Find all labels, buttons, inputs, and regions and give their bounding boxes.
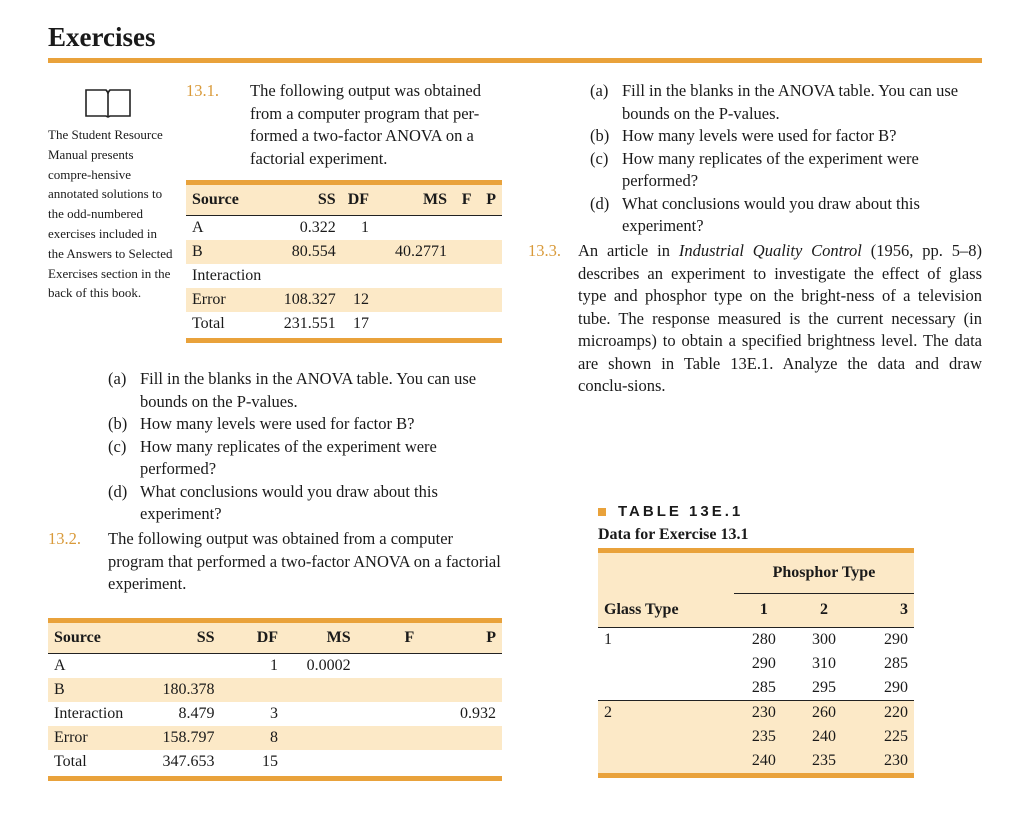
table-cell: 225	[884, 728, 908, 745]
table-cell	[478, 264, 503, 288]
table-cell: 15	[262, 753, 279, 770]
table-cell: 0.0002	[306, 657, 351, 674]
table-cell	[357, 750, 421, 774]
data-table-13e1	[598, 548, 914, 778]
title-rule	[48, 58, 982, 63]
table-cell: 12	[353, 291, 370, 308]
book-icon	[84, 86, 132, 118]
row-header: Glass Type	[598, 593, 734, 628]
table-cell: Error	[192, 291, 226, 308]
table-cell: Interaction	[192, 267, 262, 284]
table-cell	[375, 288, 453, 312]
table-cell	[453, 312, 477, 336]
part-label: (b)	[108, 414, 128, 433]
table-cell: 80.554	[291, 243, 336, 260]
exercise-part	[108, 413, 502, 436]
exercise-part	[108, 436, 502, 481]
part-text: What conclusions would you draw about this experiment?	[140, 481, 438, 523]
table-cell	[284, 678, 357, 702]
glass-type-cell	[598, 676, 734, 701]
table-caption: Data for Exercise 13.1	[598, 526, 749, 543]
table-cell	[478, 288, 503, 312]
exercise-13-1-parts	[108, 368, 502, 526]
table-cell	[284, 750, 357, 774]
table-cell: 3	[270, 705, 279, 722]
table-cell: 220	[854, 701, 914, 726]
table-cell: 310	[811, 655, 836, 672]
exercise-part	[590, 80, 982, 125]
exercise-number: 13.2.	[48, 529, 81, 548]
table-cell: 347.653	[162, 753, 215, 770]
table-cell	[453, 216, 477, 241]
table-row	[48, 726, 502, 750]
table-cell: 290	[884, 679, 908, 696]
part-label: (c)	[108, 436, 127, 456]
glass-type-cell: 2	[598, 701, 734, 726]
part-text: Fill in the blanks in the ANOVA table. You can use bounds on the P-values.	[622, 81, 959, 123]
table-row	[186, 240, 502, 264]
part-text: Fill in the blanks in the ANOVA table. You can use bounds on the P-values.	[140, 369, 477, 411]
table-cell: 280	[751, 631, 776, 648]
table-cell: 0.322	[299, 219, 336, 236]
table-cell	[453, 264, 477, 288]
table-cell: 285	[751, 679, 776, 696]
column-header: SS	[148, 623, 221, 654]
exercise-part	[108, 368, 502, 413]
table-cell: Total	[192, 315, 225, 332]
table-cell: 285	[884, 655, 908, 672]
table-cell: 8.479	[178, 705, 215, 722]
table-row	[186, 264, 502, 288]
part-label: (b)	[590, 126, 610, 145]
table-cell	[453, 240, 477, 264]
table-cell: 240	[811, 728, 836, 745]
table-cell: Error	[54, 729, 88, 746]
exercise-part	[108, 481, 502, 526]
exercise-13-1	[186, 80, 502, 170]
table-cell	[284, 702, 357, 726]
part-label: (d)	[590, 193, 610, 213]
table-cell: 260	[794, 701, 854, 726]
part-text: How many replicates of the experiment were performed?	[140, 436, 437, 478]
table-cell	[284, 726, 357, 750]
glass-type-cell	[598, 725, 734, 749]
table-cell	[420, 678, 502, 702]
column-header: P	[420, 623, 502, 654]
table-cell: 40.2771	[395, 243, 448, 260]
table-cell: 295	[811, 679, 836, 696]
table-cell	[357, 702, 421, 726]
column-header: P	[478, 185, 503, 216]
exercise-number: 13.1.	[186, 81, 219, 100]
table-cell	[453, 288, 477, 312]
table-cell	[357, 678, 421, 702]
table-row	[598, 725, 914, 749]
part-label: (a)	[108, 369, 127, 388]
table-cell: 158.797	[162, 729, 215, 746]
table-cell	[357, 654, 421, 679]
section-title: Exercises	[48, 22, 156, 52]
table-cell: 230	[734, 701, 794, 726]
table-cell	[375, 216, 453, 241]
table-row	[598, 628, 914, 653]
journal-name: Industrial Quality Control	[678, 241, 862, 260]
table-row	[598, 749, 914, 773]
column-header: Source	[48, 623, 148, 654]
table-cell	[478, 240, 503, 264]
table-cell: B	[54, 681, 65, 698]
table-cell: 1	[270, 657, 279, 674]
table-row	[48, 678, 502, 702]
table-cell	[375, 264, 453, 288]
column-header: DF	[221, 623, 285, 654]
table-row	[48, 750, 502, 774]
part-label: (d)	[108, 481, 128, 501]
column-header: 3	[854, 593, 914, 628]
table-row	[598, 652, 914, 676]
table-row	[186, 312, 502, 336]
table-cell	[375, 312, 453, 336]
table-cell	[342, 240, 375, 264]
anova-table-13-1	[186, 180, 502, 343]
column-header: F	[357, 623, 421, 654]
exercise-13-2	[48, 528, 502, 596]
table-number: TABLE 13E.1	[618, 503, 744, 520]
table-cell: 231.551	[283, 315, 336, 332]
part-label: (c)	[590, 148, 609, 168]
text: (1956, pp. 5–8) describes an experiment to investigate the effect of glass type and phosphor type on the bright-ness of a television tube. The response measured is the current necessary (in microamps) to obtain a specified brightness level. The data are shown in Table 13E.1. Analyze the data and draw conclu-sions.	[578, 241, 982, 395]
exercise-intro: The following output was obtained from a computer program that performed a two-factor ANOVA on a factorial experiment.	[108, 529, 501, 593]
table-row	[48, 654, 502, 679]
table-cell: 1	[361, 219, 370, 236]
group-header: Phosphor Type	[734, 553, 914, 593]
column-header: SS	[278, 185, 342, 216]
column-header: F	[453, 185, 477, 216]
column-header: Source	[186, 185, 278, 216]
part-label: (a)	[590, 81, 609, 100]
table-cell: 300	[811, 631, 836, 648]
glass-type-cell: 1	[604, 631, 612, 648]
table-cell	[420, 726, 502, 750]
table-cell	[342, 264, 375, 288]
table-row	[598, 701, 914, 726]
table-cell	[420, 750, 502, 774]
table-label	[598, 503, 743, 521]
table-cell: 230	[884, 752, 908, 769]
part-text: How many levels were used for factor B?	[622, 126, 897, 145]
column-header: MS	[284, 623, 357, 654]
table-cell: 290	[751, 655, 776, 672]
exercise-13-3	[528, 240, 982, 398]
table-row	[48, 702, 502, 726]
square-bullet-icon	[598, 508, 606, 516]
table-cell: A	[192, 219, 204, 236]
glass-type-cell	[598, 652, 734, 676]
table-cell: 240	[751, 752, 776, 769]
column-header: DF	[342, 185, 375, 216]
part-text: How many levels were used for factor B?	[140, 414, 415, 433]
exercise-13-2-parts	[590, 80, 982, 238]
text: An article in	[578, 241, 679, 260]
table-cell	[278, 264, 342, 288]
table-cell: B	[192, 243, 203, 260]
part-text: What conclusions would you draw about this experiment?	[622, 193, 920, 235]
exercise-intro: The following output was obtained from a computer program that per-formed a two-factor ANOVA on a factorial experiment.	[250, 81, 481, 168]
table-cell	[357, 726, 421, 750]
table-cell	[148, 654, 221, 679]
table-cell: 290	[884, 631, 908, 648]
table-cell: 0.932	[460, 705, 496, 722]
table-cell: 8	[270, 729, 279, 746]
sidebar-note: The Student Resource Manual presents compre-hensive annotated solutions to the odd-numbered exercises included in the Answers to Selected Exercises section in the back of this book.	[48, 127, 173, 301]
table-row	[186, 288, 502, 312]
table-cell: 17	[353, 315, 370, 332]
part-text: How many replicates of the experiment were performed?	[622, 148, 919, 190]
exercise-part	[590, 148, 982, 193]
table-cell: 180.378	[162, 681, 215, 698]
table-cell	[221, 678, 285, 702]
glass-type-cell	[598, 749, 734, 773]
table-cell: 108.327	[283, 291, 336, 308]
table-row	[186, 216, 502, 241]
table-cell	[420, 654, 502, 679]
exercise-part	[590, 193, 982, 238]
table-cell: Total	[54, 753, 87, 770]
column-header: MS	[375, 185, 453, 216]
anova-table-13-2	[48, 618, 502, 781]
exercise-number: 13.3.	[528, 241, 561, 260]
table-cell	[478, 216, 503, 241]
table-cell: 235	[751, 728, 776, 745]
table-cell: 235	[811, 752, 836, 769]
table-row	[598, 676, 914, 701]
column-header: 2	[794, 593, 854, 628]
column-header: 1	[734, 593, 794, 628]
exercise-part	[590, 125, 982, 148]
table-cell: Interaction	[54, 705, 124, 722]
table-cell	[478, 312, 503, 336]
table-cell: A	[54, 657, 66, 674]
